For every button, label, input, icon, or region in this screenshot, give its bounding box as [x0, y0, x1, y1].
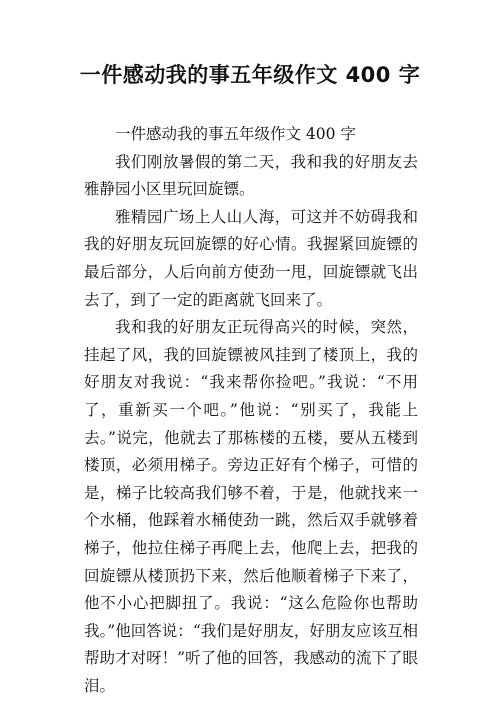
paragraph-1: 我们刚放暑假的第二天，我和我的好朋友去雅静园小区里玩回旋镖。 — [84, 152, 418, 199]
paragraph-2: 雅精园广场上人山人海，可这并不妨碍我和我的好朋友玩回旋镖的好心情。我握紧回旋镖的最后部分，人后向前方使劲一甩，回旋镖就飞出去了，到了一定的距离就飞回来了。 — [84, 207, 418, 309]
document-title: 一件感动我的事五年级作文 400 字 — [79, 63, 421, 87]
paragraph-3: 我和我的好朋友正玩得高兴的时候，突然，挂起了风，我的回旋镖被风挂到了楼顶上，我的好朋友对我说：“我来帮你捡吧。”我说：“不用了，重新买一个吧。”他说：“别买了，我能上去。”说完，他就去了那栋楼的五楼，要从五楼到楼顶，必须用梯子。旁边正好有个梯子，可惜的是，梯子比较高我们够不着，于是，他就找来一个水桶，他踩着水桶使劲一跳，然后双手就够着梯子，他拉住梯子再爬上去，他爬上去，把我的回旋镖从楼顶扔下来，然后他顺着梯子下来了，他不小心把脚扭了。我说：“这么危险你也帮助我。”他回答说：“我们是好朋友，好朋友应该互相帮助才对呀！”听了他的回答，我感动的流下了眼泪。 — [84, 318, 418, 695]
document-body — [84, 121, 418, 700]
paragraph-subtitle: 一件感动我的事五年级作文 400 字 — [115, 125, 356, 143]
